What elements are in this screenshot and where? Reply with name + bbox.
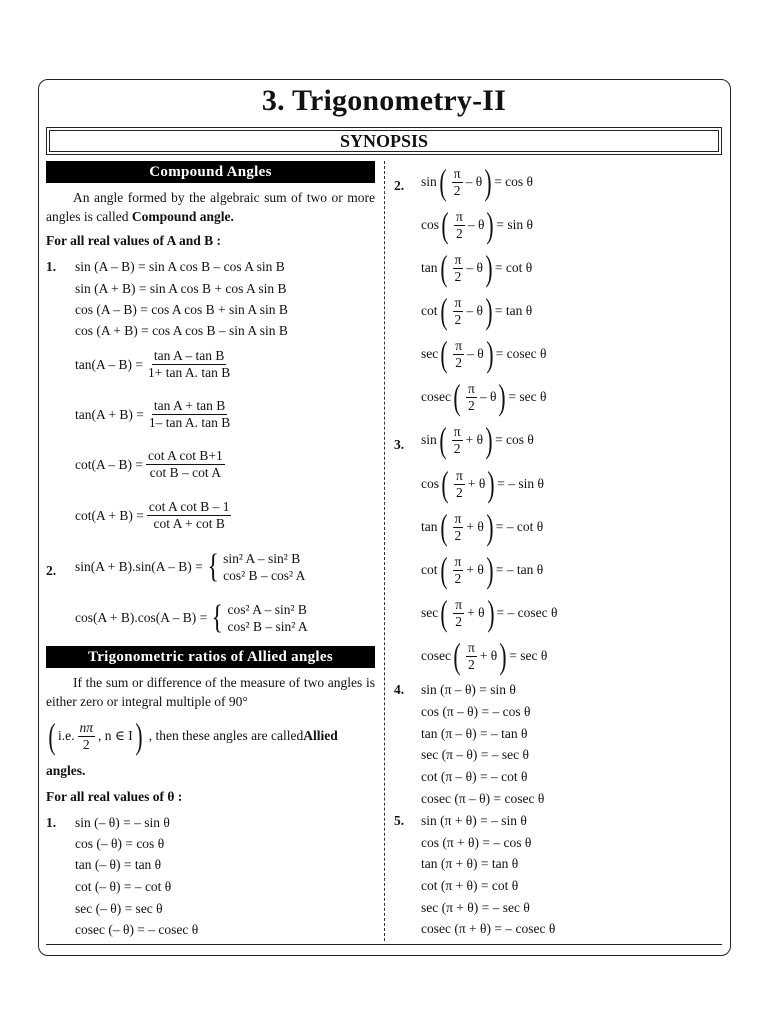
group-2-number: 2. xyxy=(46,563,57,578)
numerator: cot A cot B+1 xyxy=(147,448,223,463)
angle-operation: – θ xyxy=(467,217,485,232)
identity-line: cosec (– θ) = – cosec θ xyxy=(75,922,199,937)
identity-rhs: = – tan θ xyxy=(495,562,544,577)
right-3-number: 3. xyxy=(394,437,405,452)
numerator: π xyxy=(467,380,475,396)
denominator: 2 xyxy=(456,225,463,241)
half-pi-identity xyxy=(421,250,532,286)
product-identity xyxy=(75,550,305,584)
identity-line: cot (π – θ) = – cot θ xyxy=(421,769,528,784)
function-name: cosec xyxy=(421,648,451,663)
synopsis-banner: SYNOPSIS xyxy=(46,127,722,155)
function-name: cos xyxy=(421,217,439,232)
identity-line: sec (π – θ) = – sec θ xyxy=(421,747,529,762)
case-bottom: cos² B – sin² A xyxy=(227,619,308,634)
identity-line: sin (A + B) = sin A cos B + cos A sin B xyxy=(75,281,287,296)
case-top: sin² A – sin² B xyxy=(223,551,301,566)
bottom-rule xyxy=(46,944,722,945)
left-paren-icon: ( xyxy=(439,162,447,202)
identity-line: cosec (π + θ) = – cosec θ xyxy=(421,921,556,936)
case-top: cos² A – sin² B xyxy=(227,602,307,617)
fraction xyxy=(453,511,464,544)
denominator: 2 xyxy=(456,484,463,500)
right-paren-icon: ) xyxy=(486,334,494,374)
fraction-lhs: tan(A + B) = xyxy=(75,406,144,422)
angle-operation: + θ xyxy=(466,562,484,577)
denominator: 2 xyxy=(454,268,462,284)
denominator: 2 xyxy=(468,656,475,672)
numerator: π xyxy=(456,208,463,224)
left-paren-icon: ( xyxy=(439,507,448,547)
identity-line: tan (π + θ) = tan θ xyxy=(421,856,519,871)
left-paren-icon: ( xyxy=(439,248,448,288)
allied-angles-heading: Trigonometric ratios of Allied angles xyxy=(46,646,375,668)
identity-line: tan (– θ) = tan θ xyxy=(75,857,162,872)
function-name: sin xyxy=(421,174,437,189)
fraction-identity xyxy=(75,499,234,532)
numerator: π xyxy=(453,423,461,439)
identity-line: cos (A + B) = cos A cos B – sin A sin B xyxy=(75,323,288,338)
denominator: cot B – cot A xyxy=(149,465,221,480)
compound-intro-bold: Compound angle. xyxy=(131,208,234,224)
identity-line: cos (π + θ) = – cos θ xyxy=(421,835,532,850)
right-paren-icon: ) xyxy=(485,291,493,331)
fraction-lhs: cot(A + B) = xyxy=(75,507,144,523)
identity-line: tan (π – θ) = – tan θ xyxy=(421,726,528,741)
product-identity xyxy=(75,601,308,635)
numerator: π xyxy=(454,510,462,526)
identity-line: cot (– θ) = – cot θ xyxy=(75,879,172,894)
fraction xyxy=(466,640,477,673)
brace-icon: { xyxy=(211,599,224,636)
function-name: cosec xyxy=(421,389,451,404)
right-paren-icon: ) xyxy=(498,377,507,417)
product-lhs: cos(A + B).cos(A – B) = xyxy=(75,610,208,625)
left-paren-icon: ( xyxy=(453,636,461,676)
right-paren-icon: ) xyxy=(486,593,495,633)
right-paren-icon: ) xyxy=(486,550,494,590)
compound-intro-text: An angle formed by the algebraic sum of two or more angles is called xyxy=(46,190,375,224)
fraction xyxy=(453,338,464,371)
fraction xyxy=(453,554,464,587)
product-lhs: sin(A + B).sin(A – B) = xyxy=(75,559,203,574)
angle-operation: – θ xyxy=(467,346,484,361)
denominator: 2 xyxy=(82,736,90,752)
right-paren-icon: ) xyxy=(484,162,492,202)
half-pi-identity xyxy=(421,466,544,502)
case-stack xyxy=(223,550,305,584)
allied-1-number: 1. xyxy=(46,815,57,830)
function-name: sec xyxy=(421,605,439,620)
identity-line: sec (– θ) = sec θ xyxy=(75,901,163,916)
identity-line: sin (A – B) = sin A cos B – cos A sin B xyxy=(75,259,285,274)
fraction xyxy=(146,448,225,481)
identity-line: sin (π – θ) = sin θ xyxy=(421,682,516,697)
half-pi-identity xyxy=(421,509,543,545)
fraction xyxy=(453,295,464,328)
case-bottom: cos² B – cos² A xyxy=(223,568,306,583)
left-paren-icon: ( xyxy=(439,291,448,331)
function-name: cos xyxy=(421,476,439,491)
fraction xyxy=(454,209,465,242)
identity-rhs: = sin θ xyxy=(496,217,534,232)
angle-operation: + θ xyxy=(466,519,484,534)
numerator: π xyxy=(454,294,462,310)
denominator: 1– tan A. tan B xyxy=(148,415,231,430)
half-pi-identity xyxy=(421,379,546,415)
numerator: π xyxy=(454,251,462,267)
function-name: cot xyxy=(421,562,438,577)
identity-line: cos (A – B) = cos A cos B + sin A sin B xyxy=(75,302,288,317)
half-pi-identity xyxy=(421,336,546,372)
right-paren-icon: ) xyxy=(485,420,493,460)
right-paren-icon: ) xyxy=(499,636,507,676)
function-name: sin xyxy=(421,432,437,447)
left-paren-icon: ( xyxy=(440,334,448,374)
identity-line: sin (π + θ) = – sin θ xyxy=(421,813,527,828)
half-pi-identity xyxy=(421,638,547,674)
denominator: 2 xyxy=(453,182,461,198)
left-paren-icon: ( xyxy=(439,550,448,590)
allied-intro: If the sum or difference of the measure of two angles is either zero or integral multiple of 90° xyxy=(46,675,375,709)
identity-rhs: = cosec θ xyxy=(495,346,547,361)
identity-line: cot (π + θ) = cot θ xyxy=(421,878,519,893)
angle-operation: – θ xyxy=(466,260,483,275)
identity-line: sec (π + θ) = – sec θ xyxy=(421,900,530,915)
identity-rhs: = – cot θ xyxy=(495,519,544,534)
fraction xyxy=(78,720,96,753)
denominator: 2 xyxy=(454,311,462,327)
half-pi-identity xyxy=(421,422,534,458)
fraction-lhs: tan(A – B) = xyxy=(75,356,143,372)
half-pi-identity xyxy=(421,552,543,588)
function-name: tan xyxy=(421,519,438,534)
compound-intro xyxy=(46,189,375,226)
fraction xyxy=(147,398,232,431)
right-paren-icon: ) xyxy=(485,248,493,288)
fraction xyxy=(454,468,465,501)
half-pi-identity xyxy=(421,207,533,243)
numerator: tan A + tan B xyxy=(153,398,226,413)
identity-rhs: = – cosec θ xyxy=(496,605,558,620)
half-pi-identity xyxy=(421,293,532,329)
numerator: π xyxy=(455,596,463,612)
fraction xyxy=(453,252,464,285)
left-paren-icon: ( xyxy=(440,593,448,633)
angle-operation: – θ xyxy=(466,303,483,318)
fraction xyxy=(453,597,464,630)
group-1-number: 1. xyxy=(46,259,57,274)
fraction xyxy=(146,348,232,381)
allied-angles-word: angles. xyxy=(46,763,86,778)
denominator: 2 xyxy=(455,354,463,370)
angle-operation: + θ xyxy=(467,605,485,620)
angle-operation: + θ xyxy=(465,432,484,447)
identity-line: sin (– θ) = – sin θ xyxy=(75,815,170,830)
compound-for-all: For all real values of A and B : xyxy=(46,233,222,248)
numerator: π xyxy=(453,165,461,181)
numerator: cot A cot B – 1 xyxy=(148,499,230,514)
identity-line: cosec (π – θ) = cosec θ xyxy=(421,791,545,806)
numerator: nπ xyxy=(79,719,94,735)
denominator: 2 xyxy=(455,613,463,629)
angle-operation: + θ xyxy=(479,648,498,663)
function-name: cot xyxy=(421,303,438,318)
denominator: cot A + cot B xyxy=(153,516,225,531)
identity-line: cos (– θ) = cos θ xyxy=(75,836,165,851)
identity-line: cos (π – θ) = – cos θ xyxy=(421,704,531,719)
fraction-identity xyxy=(75,398,235,431)
denominator: 2 xyxy=(468,397,475,413)
right-paren-icon: ) xyxy=(487,464,495,504)
function-name: sec xyxy=(421,346,439,361)
identity-rhs: = – sin θ xyxy=(497,476,545,491)
right-paren-icon: ) xyxy=(486,205,495,245)
denominator: 2 xyxy=(454,570,462,586)
identity-rhs: = tan θ xyxy=(494,303,533,318)
brace-icon: { xyxy=(207,548,219,585)
identity-rhs: = sec θ xyxy=(508,389,547,404)
column-divider xyxy=(384,161,385,941)
fraction xyxy=(452,424,463,457)
angle-operation: – θ xyxy=(465,174,483,189)
allied-bold: Allied xyxy=(303,728,338,743)
left-paren-icon: ( xyxy=(441,205,449,245)
right-4-number: 4. xyxy=(394,682,405,697)
allied-then: , then these angles are called xyxy=(148,728,304,743)
right-2-number: 2. xyxy=(394,178,405,193)
function-name: tan xyxy=(421,260,438,275)
angle-operation: – θ xyxy=(479,389,497,404)
numerator: π xyxy=(456,467,463,483)
denominator: 1+ tan A. tan B xyxy=(147,365,231,380)
angle-operation: + θ xyxy=(467,476,486,491)
case-stack xyxy=(228,601,308,635)
identity-rhs: = cot θ xyxy=(494,260,533,275)
left-paren-icon: ( xyxy=(441,464,449,504)
denominator: 2 xyxy=(454,527,462,543)
half-pi-identity xyxy=(421,164,533,200)
integer-condition: , n ∈ I xyxy=(98,728,133,743)
denominator: 2 xyxy=(453,440,461,456)
right-paren-icon: ) xyxy=(486,507,494,547)
allied-condition-line xyxy=(46,718,338,754)
identity-rhs: = sec θ xyxy=(509,648,548,663)
numerator: π xyxy=(467,639,475,655)
left-paren-icon: ( xyxy=(439,420,447,460)
ie-label: i.e. xyxy=(58,728,75,743)
numerator: tan A – tan B xyxy=(153,348,225,363)
identity-rhs: = cos θ xyxy=(494,174,534,189)
fraction-lhs: cot(A – B) = xyxy=(75,456,143,472)
right-paren-icon: ) xyxy=(135,716,143,756)
numerator: π xyxy=(454,553,462,569)
fraction-identity xyxy=(75,348,235,381)
fraction xyxy=(466,381,477,414)
left-paren-icon: ( xyxy=(453,377,461,417)
right-5-number: 5. xyxy=(394,813,405,828)
compound-angles-heading: Compound Angles xyxy=(46,161,375,183)
left-paren-icon: ( xyxy=(48,716,56,756)
fraction-identity xyxy=(75,448,228,481)
identity-rhs: = cos θ xyxy=(495,432,534,447)
fraction xyxy=(452,166,463,199)
fraction xyxy=(147,499,232,532)
numerator: π xyxy=(455,337,463,353)
page-title: 3. Trigonometry-II xyxy=(261,84,507,117)
half-pi-identity xyxy=(421,595,557,631)
allied-for-all: For all real values of θ : xyxy=(46,789,183,804)
